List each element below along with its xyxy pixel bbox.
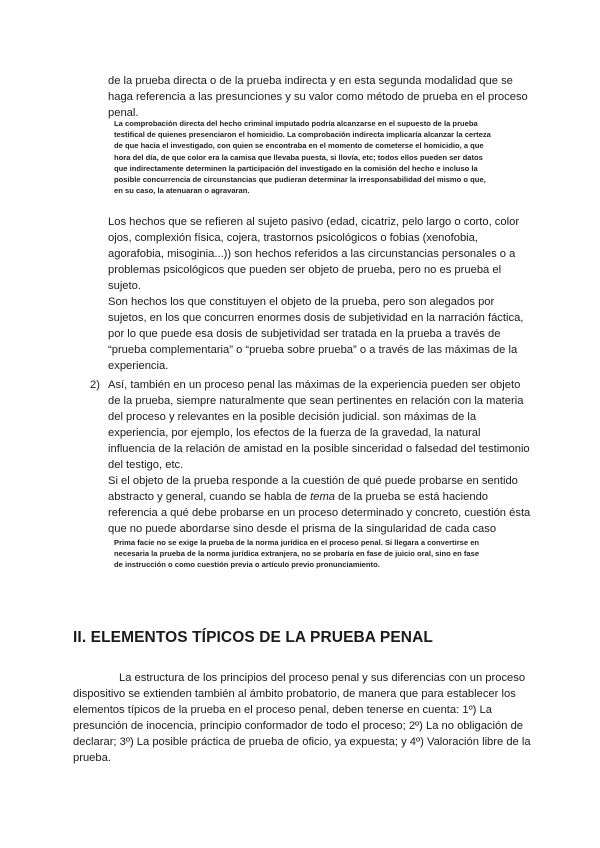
text-line: de la prueba, siempre naturalmente que sean pertinentes en relación con la materia — [108, 395, 524, 407]
note-line: de instrucción o como cuestión previa o artículo previo pronunciamiento. — [114, 560, 380, 570]
text-line: experiencia. — [108, 360, 169, 372]
text-segment: abstracto y general, cuando se habla de — [108, 491, 311, 503]
list-item-maximas — [108, 377, 530, 537]
paragraph-presunciones — [108, 73, 528, 121]
italic-term: tema — [310, 491, 336, 503]
text-line — [108, 489, 530, 505]
text-line: sujetos, en los que concurren enormes dosis de subjetividad en la narración fáctica, — [108, 312, 524, 324]
note-norma-juridica — [114, 537, 479, 571]
text-line: elementos típicos de la prueba en el proceso penal, deben tenerse en cuenta: 1º) La — [73, 704, 492, 716]
note-comprobacion — [114, 118, 491, 196]
text-segment: de la prueba se está haciendo — [335, 491, 489, 503]
text-line: presunción de inocencia, principio conformador de todo el proceso; 2º) La no obligación de — [73, 720, 524, 732]
note-line: Prima facie no se exige la prueba de la norma jurídica en el proceso penal. Si llegara a convertirse en — [114, 538, 480, 547]
text-line: Son hechos los que constituyen el objeto de la prueba, pero son alegados por — [108, 296, 495, 308]
text-line: problemas psicológicos que pueden ser objeto de prueba, pero no es prueba el — [108, 264, 502, 276]
text-line: sujeto. — [108, 280, 141, 292]
text-line: influencia de la relación de amistad en la posible sinceridad o falsedad del testimonio — [108, 443, 530, 455]
note-line: posible concurrencia de circunstancias que pudieran determinar la irresponsabilidad del mismo o que, — [114, 175, 486, 185]
note-line: en su caso, la atenuaran o agravaran. — [114, 186, 250, 196]
note-line: La comprobación directa del hecho criminal imputado podría alcanzarse en el supuesto de la prueba — [114, 119, 478, 128]
section-heading: II. ELEMENTOS TÍPICOS DE LA PRUEBA PENAL — [73, 629, 433, 646]
text-line: del proceso y relevantes en la posible decisión judicial. son máximas de la — [108, 411, 477, 423]
text-line: por lo que puede esa dosis de subjetividad ser tratada en la prueba a través de — [108, 328, 501, 340]
text-line: La estructura de los principios del proceso penal y sus diferencias con un proceso — [119, 672, 526, 684]
text-line: Si el objeto de la prueba responde a la cuestión de qué puede probarse en sentido — [108, 475, 518, 487]
text-line: referencia a qué debe probarse en un proceso determinado y concreto, cuestión ésta — [108, 507, 531, 519]
paragraph-sujeto-pasivo — [108, 214, 523, 374]
text-line: Los hechos que se refieren al sujeto pasivo (edad, cicatriz, pelo largo o corto, color — [108, 216, 520, 228]
text-line: del testigo, etc. — [108, 459, 184, 471]
note-line: de que hacia el investigado, con quien se encontraba en el momento de cometerse el homicidio, a que — [114, 141, 484, 151]
text-line: dispositivo se extienden también al ámbito probatorio, de manera que para establecer los — [73, 688, 516, 700]
note-line: necesaria la prueba de la norma jurídica extranjera, no se probaría en fase de juicio oral, sino en fase — [114, 549, 480, 559]
text-line: Así, también en un proceso penal las máximas de la experiencia pueden ser objeto — [108, 379, 521, 391]
text-line: “prueba complementaria” o “prueba sobre prueba” o a través de las máximas de la — [108, 344, 518, 356]
text-line: declarar; 3º) La posible práctica de prueba de oficio, ya expuesta; y 4º) Valoración libre de la — [73, 736, 531, 748]
text-line: haga referencia a las presunciones y su valor como método de prueba en el proceso — [108, 91, 528, 103]
text-line: penal. — [108, 107, 139, 119]
text-line: prueba. — [73, 752, 111, 764]
note-line: hora del día, de que color era la camisa que llevaba puesta, si llovía, etc; todos ellos pueden ser datos — [114, 152, 483, 162]
text-line: experiencia, por ejemplo, los efectos de la fuerza de la gravedad, la natural — [108, 427, 481, 439]
note-line: testifical de quienes presenciaron el homicidio. La comprobación indirecta implicaría alcanzar la certeza — [114, 130, 491, 140]
paragraph-elementos — [73, 670, 531, 766]
text-line: que no puede abordarse sino desde el prisma de la singularidad de cada caso — [108, 523, 497, 535]
note-line: que indirectamente determinen la participación del investigado en la comisión del hecho e incluso la — [114, 163, 478, 173]
text-line: agorafobia, misoginia...)) son hechos referidos a las circunstancias personales o a — [108, 248, 516, 260]
text-line: ojos, complexión física, cojera, trastornos psicológicos o fobias (xenofobia, — [108, 232, 478, 244]
text-line: de la prueba directa o de la prueba indirecta y en esta segunda modalidad que se — [108, 75, 513, 87]
list-number: 2) — [90, 379, 100, 391]
